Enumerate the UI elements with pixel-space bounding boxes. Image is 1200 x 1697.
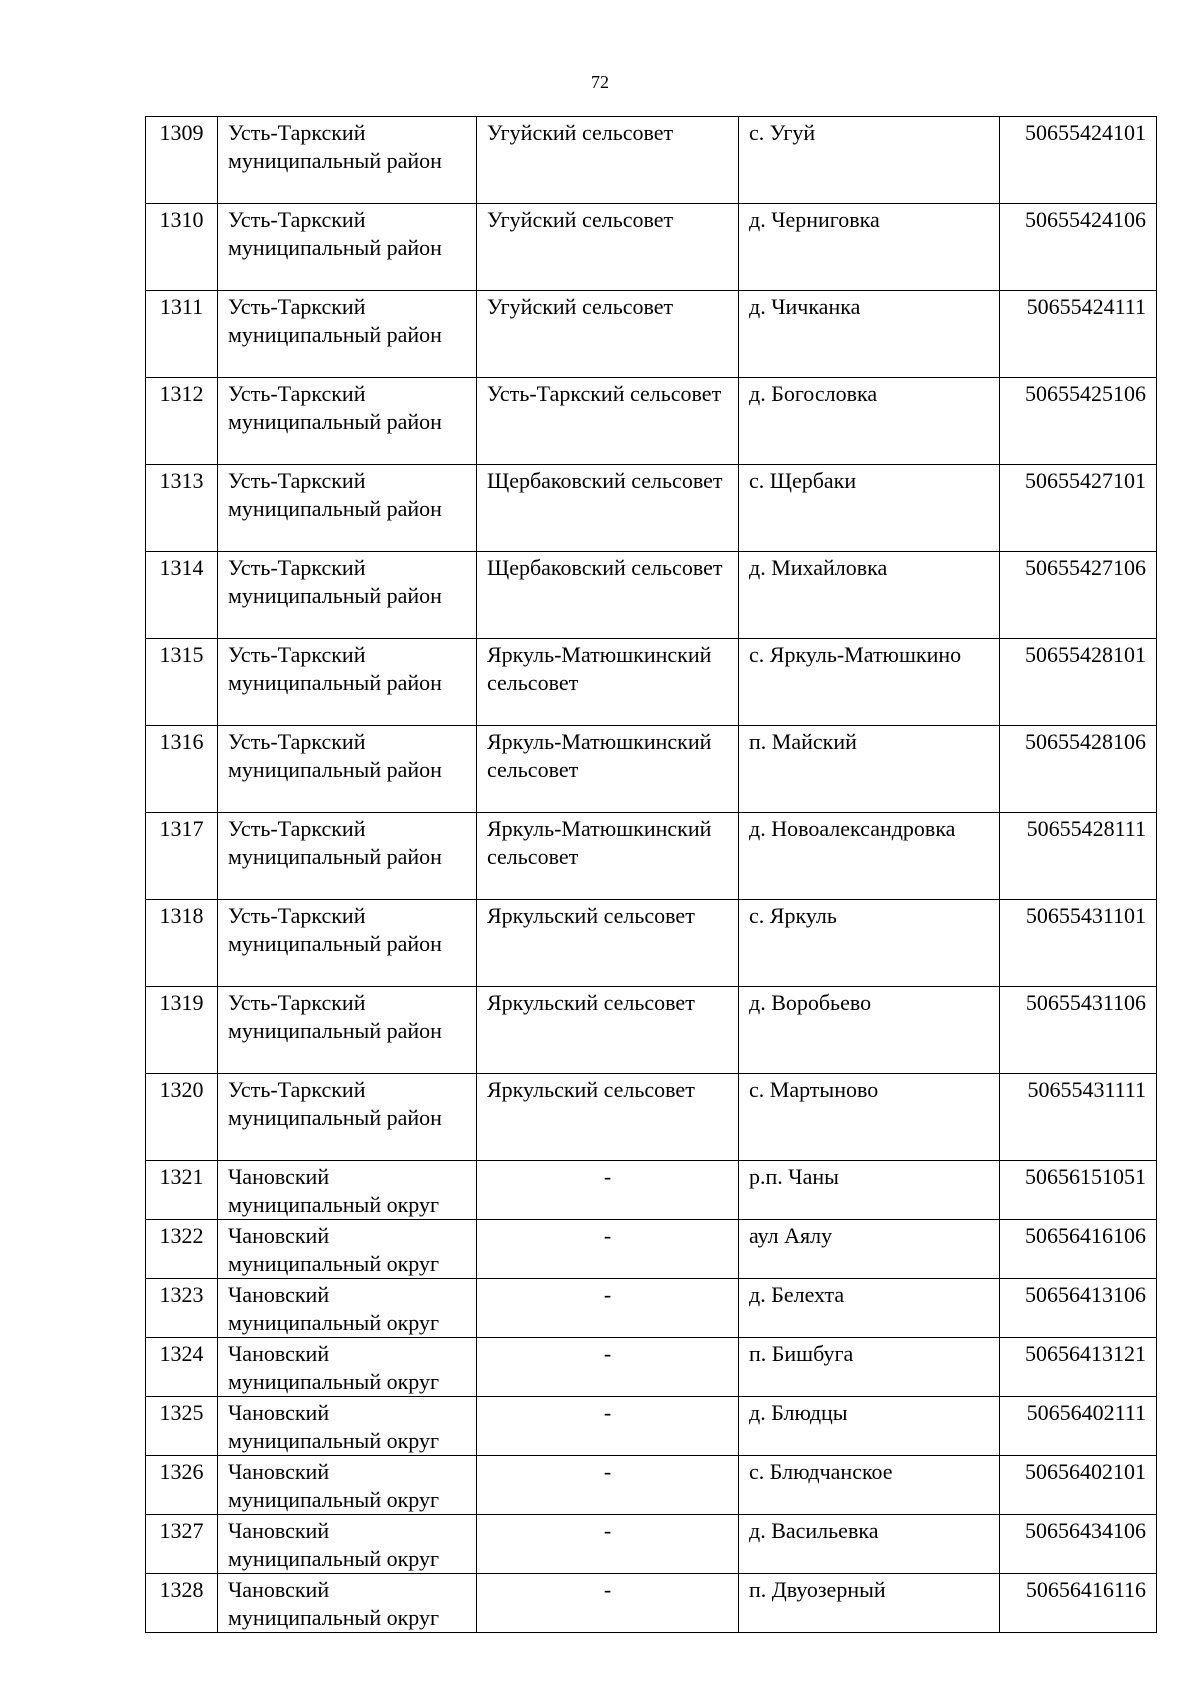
locality-cell: д. Белехта xyxy=(739,1279,1000,1338)
council-cell: - xyxy=(477,1397,739,1456)
oktmo-code-cell: 50655424111 xyxy=(1000,291,1157,378)
oktmo-code-cell: 50655424106 xyxy=(1000,204,1157,291)
table-row xyxy=(146,378,1157,465)
row-number: 1318 xyxy=(146,900,218,987)
row-number: 1325 xyxy=(146,1397,218,1456)
locality-cell: п. Бишбуга xyxy=(739,1338,1000,1397)
locality-cell: п. Майский xyxy=(739,726,1000,813)
row-number: 1322 xyxy=(146,1220,218,1279)
locality-cell: с. Щербаки xyxy=(739,465,1000,552)
table-row xyxy=(146,987,1157,1074)
oktmo-code-cell: 50656416116 xyxy=(1000,1574,1157,1633)
table-row xyxy=(146,1397,1157,1456)
locality-cell: аул Аялу xyxy=(739,1220,1000,1279)
locality-cell: д. Блюдцы xyxy=(739,1397,1000,1456)
council-cell: - xyxy=(477,1161,739,1220)
district-cell: Усть-Таркский муниципальный район xyxy=(218,552,477,639)
district-cell: Чановский муниципальный округ xyxy=(218,1515,477,1574)
table-row xyxy=(146,117,1157,204)
council-cell: - xyxy=(477,1515,739,1574)
table-body xyxy=(146,117,1157,1633)
council-cell: Яркуль-Матюшкинский сельсовет xyxy=(477,813,739,900)
row-number: 1327 xyxy=(146,1515,218,1574)
table-row xyxy=(146,1574,1157,1633)
district-cell: Усть-Таркский муниципальный район xyxy=(218,639,477,726)
council-cell: Угуйский сельсовет xyxy=(477,291,739,378)
council-cell: Яркуль-Матюшкинский сельсовет xyxy=(477,639,739,726)
oktmo-code-cell: 50655427101 xyxy=(1000,465,1157,552)
oktmo-code-cell: 50655428106 xyxy=(1000,726,1157,813)
oktmo-code-cell: 50656402111 xyxy=(1000,1397,1157,1456)
council-cell: Яркуль-Матюшкинский сельсовет xyxy=(477,726,739,813)
table-row xyxy=(146,1074,1157,1161)
oktmo-code-cell: 50655431106 xyxy=(1000,987,1157,1074)
row-number: 1319 xyxy=(146,987,218,1074)
locality-cell: д. Васильевка xyxy=(739,1515,1000,1574)
locality-cell: с. Угуй xyxy=(739,117,1000,204)
locality-cell: с. Яркуль-Матюшкино xyxy=(739,639,1000,726)
district-cell: Усть-Таркский муниципальный район xyxy=(218,726,477,813)
table-row xyxy=(146,1515,1157,1574)
table-row xyxy=(146,813,1157,900)
table-row xyxy=(146,1456,1157,1515)
council-cell: Яркульский сельсовет xyxy=(477,900,739,987)
district-cell: Чановский муниципальный округ xyxy=(218,1574,477,1633)
oktmo-code-cell: 50655431101 xyxy=(1000,900,1157,987)
oktmo-code-cell: 50655431111 xyxy=(1000,1074,1157,1161)
council-cell: - xyxy=(477,1574,739,1633)
locality-cell: р.п. Чаны xyxy=(739,1161,1000,1220)
oktmo-code-cell: 50656434106 xyxy=(1000,1515,1157,1574)
table-row xyxy=(146,726,1157,813)
row-number: 1324 xyxy=(146,1338,218,1397)
locality-cell: д. Новоалександровка xyxy=(739,813,1000,900)
district-cell: Чановский муниципальный округ xyxy=(218,1456,477,1515)
row-number: 1328 xyxy=(146,1574,218,1633)
district-cell: Усть-Таркский муниципальный район xyxy=(218,813,477,900)
row-number: 1316 xyxy=(146,726,218,813)
row-number: 1309 xyxy=(146,117,218,204)
oktmo-code-cell: 50655425106 xyxy=(1000,378,1157,465)
council-cell: Щербаковский сельсовет xyxy=(477,465,739,552)
oktmo-code-cell: 50656416106 xyxy=(1000,1220,1157,1279)
district-cell: Усть-Таркский муниципальный район xyxy=(218,204,477,291)
row-number: 1314 xyxy=(146,552,218,639)
oktmo-code-cell: 50655428111 xyxy=(1000,813,1157,900)
row-number: 1321 xyxy=(146,1161,218,1220)
council-cell: Усть-Таркский сельсовет xyxy=(477,378,739,465)
district-cell: Усть-Таркский муниципальный район xyxy=(218,987,477,1074)
table-row xyxy=(146,900,1157,987)
table-row xyxy=(146,639,1157,726)
locality-cell: с. Блюдчанское xyxy=(739,1456,1000,1515)
district-cell: Чановский муниципальный округ xyxy=(218,1338,477,1397)
row-number: 1326 xyxy=(146,1456,218,1515)
district-cell: Усть-Таркский муниципальный район xyxy=(218,465,477,552)
district-cell: Чановский муниципальный округ xyxy=(218,1397,477,1456)
table-row xyxy=(146,1161,1157,1220)
district-cell: Чановский муниципальный округ xyxy=(218,1220,477,1279)
council-cell: - xyxy=(477,1279,739,1338)
council-cell: - xyxy=(477,1220,739,1279)
council-cell: - xyxy=(477,1456,739,1515)
locality-cell: д. Чичканка xyxy=(739,291,1000,378)
settlements-table xyxy=(145,116,1157,1633)
locality-cell: с. Мартыново xyxy=(739,1074,1000,1161)
table-row xyxy=(146,1220,1157,1279)
district-cell: Усть-Таркский муниципальный район xyxy=(218,291,477,378)
oktmo-code-cell: 50655424101 xyxy=(1000,117,1157,204)
district-cell: Усть-Таркский муниципальный район xyxy=(218,117,477,204)
oktmo-code-cell: 50656413106 xyxy=(1000,1279,1157,1338)
row-number: 1311 xyxy=(146,291,218,378)
row-number: 1313 xyxy=(146,465,218,552)
table-row xyxy=(146,204,1157,291)
table-row xyxy=(146,1279,1157,1338)
council-cell: Яркульский сельсовет xyxy=(477,987,739,1074)
district-cell: Чановский муниципальный округ xyxy=(218,1279,477,1338)
locality-cell: п. Двуозерный xyxy=(739,1574,1000,1633)
district-cell: Усть-Таркский муниципальный район xyxy=(218,900,477,987)
row-number: 1312 xyxy=(146,378,218,465)
row-number: 1323 xyxy=(146,1279,218,1338)
locality-cell: д. Богословка xyxy=(739,378,1000,465)
table-row xyxy=(146,552,1157,639)
oktmo-code-cell: 50656413121 xyxy=(1000,1338,1157,1397)
locality-cell: д. Черниговка xyxy=(739,204,1000,291)
council-cell: Яркульский сельсовет xyxy=(477,1074,739,1161)
district-cell: Чановский муниципальный округ xyxy=(218,1161,477,1220)
council-cell: - xyxy=(477,1338,739,1397)
locality-cell: с. Яркуль xyxy=(739,900,1000,987)
page-number: 72 xyxy=(591,72,609,92)
row-number: 1315 xyxy=(146,639,218,726)
locality-cell: д. Михайловка xyxy=(739,552,1000,639)
council-cell: Угуйский сельсовет xyxy=(477,204,739,291)
oktmo-code-cell: 50655427106 xyxy=(1000,552,1157,639)
table-row xyxy=(146,1338,1157,1397)
district-cell: Усть-Таркский муниципальный район xyxy=(218,378,477,465)
council-cell: Щербаковский сельсовет xyxy=(477,552,739,639)
row-number: 1317 xyxy=(146,813,218,900)
table-row xyxy=(146,291,1157,378)
locality-cell: д. Воробьево xyxy=(739,987,1000,1074)
oktmo-code-cell: 50655428101 xyxy=(1000,639,1157,726)
oktmo-code-cell: 50656151051 xyxy=(1000,1161,1157,1220)
council-cell: Угуйский сельсовет xyxy=(477,117,739,204)
table-row xyxy=(146,465,1157,552)
row-number: 1310 xyxy=(146,204,218,291)
district-cell: Усть-Таркский муниципальный район xyxy=(218,1074,477,1161)
row-number: 1320 xyxy=(146,1074,218,1161)
oktmo-code-cell: 50656402101 xyxy=(1000,1456,1157,1515)
